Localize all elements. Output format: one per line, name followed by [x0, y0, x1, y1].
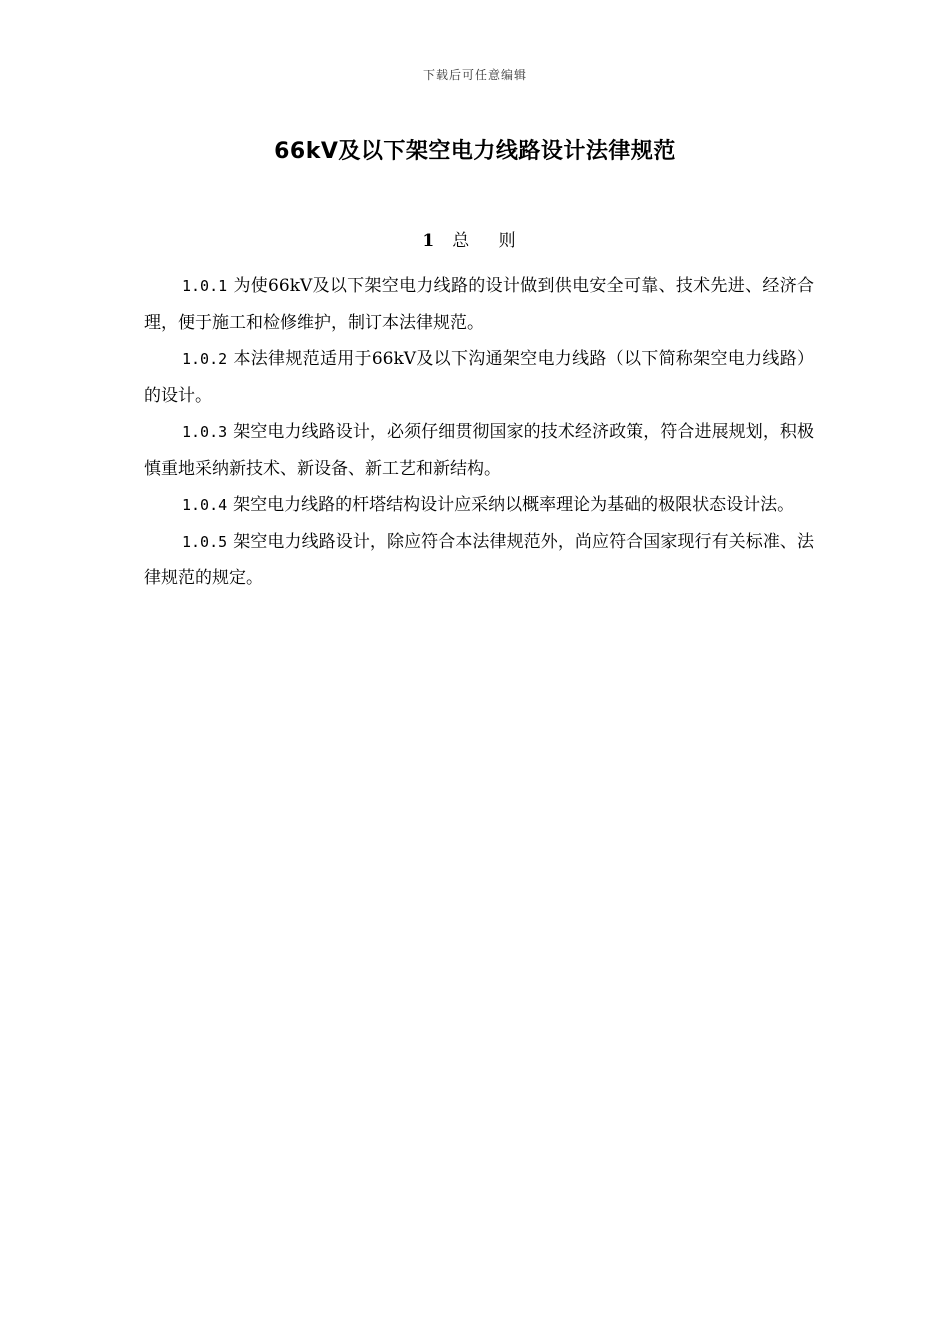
clause-list: [144, 268, 814, 597]
clause-text: 架空电力线路设计，必须仔细贯彻国家的技术经济政策，符合进展规划，积极慎重地采纳新技术、新设备、新工艺和新结构。: [144, 422, 814, 479]
clause-number: 1.0.2: [182, 350, 228, 368]
clause-number: 1.0.3: [182, 423, 228, 441]
clause-1-0-5: [144, 524, 814, 597]
clause-number: 1.0.5: [182, 532, 228, 551]
clause-1-0-2: [144, 341, 814, 414]
clause-1-0-1: [144, 268, 814, 341]
clause-text: 本法律规范适用于66kV及以下沟通架空电力线路（以下简称架空电力线路）的设计。: [144, 349, 814, 406]
clause-number: 1.0.4: [182, 496, 228, 514]
document-title: 66kV及以下架空电力线路设计法律规范: [274, 139, 676, 164]
clause-1-0-3: [144, 414, 814, 487]
clause-text: 架空电力线路设计，除应符合本法律规范外，尚应符合国家现行有关标准、法律规范的规定。: [144, 531, 814, 588]
section-heading: [0, 226, 950, 251]
section-number: 1: [422, 231, 435, 251]
clause-text: 架空电力线路的杆塔结构设计应采纳以概率理论为基础的极限状态设计法。: [233, 495, 795, 515]
header-note: 下载后可任意编辑: [422, 68, 527, 82]
section-title: 总 则: [452, 231, 528, 251]
clause-1-0-4: [144, 487, 814, 524]
clause-text: 为使66kV及以下架空电力线路的设计做到供电安全可靠、技术先进、经济合理，便于施工和检修维护，制订本法律规范。: [144, 276, 814, 333]
clause-number: 1.0.1: [182, 277, 228, 295]
